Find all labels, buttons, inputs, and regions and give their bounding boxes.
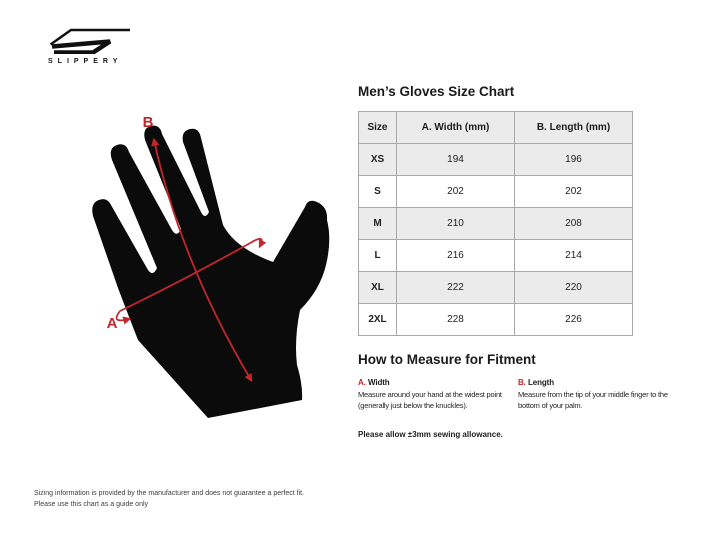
table-row [359,176,633,208]
length-cell: 196 [515,144,633,176]
measure-key-b: B. [518,378,526,387]
glove-measurement-diagram [60,100,340,440]
measure-item-width [358,378,508,412]
width-cell: 228 [397,304,515,336]
col-header-size: Size [359,112,397,144]
brand-logo [48,28,138,65]
disclaimer-line1: Sizing information is provided by the manufacturer and does not guarantee a perfect fit. [34,490,305,497]
length-cell: 226 [515,304,633,336]
table-row [359,144,633,176]
size-chart-title: Men’s Gloves Size Chart [358,84,515,99]
width-cell: 222 [397,272,515,304]
label-b: B [142,114,154,131]
table-row [359,304,633,336]
size-cell: XS [359,144,397,176]
brand-name: SLIPPERY [48,58,123,65]
size-table [358,111,633,336]
disclaimer-line2: Please use this chart as a guide only [34,500,149,508]
hand-shape [92,126,329,418]
width-cell: 194 [397,144,515,176]
measure-desc-width: Measure around your hand at the widest point (generally just below the knuckles). [358,390,502,410]
table-row [359,272,633,304]
length-cell: 202 [515,176,633,208]
disclaimer [34,489,304,510]
measure-key-a: A. [358,378,366,387]
width-cell: 216 [397,240,515,272]
width-arrow-tail [117,311,129,320]
slippery-logo-icon [48,28,131,54]
width-cell: 202 [397,176,515,208]
sewing-allowance-note: Please allow ±3mm sewing allowance. [358,430,503,439]
width-cell: 210 [397,208,515,240]
col-header-width: A. Width (mm) [397,112,515,144]
measure-name-width: Width [367,378,390,387]
measure-label-length [518,378,686,387]
size-cell: S [359,176,397,208]
measure-item-length [518,378,686,412]
length-cell: 214 [515,240,633,272]
measure-label-width [358,378,508,387]
hand-silhouette-icon [60,100,340,440]
measure-desc-length: Measure from the tip of your middle finger to the bottom of your palm. [518,390,668,410]
size-cell: M [359,208,397,240]
length-cell: 220 [515,272,633,304]
measure-instructions [358,378,686,412]
size-cell: L [359,240,397,272]
measure-section-title: How to Measure for Fitment [358,352,536,367]
measure-name-length: Length [527,378,554,387]
label-a: A [106,315,118,332]
size-cell: XL [359,272,397,304]
length-cell: 208 [515,208,633,240]
table-row [359,208,633,240]
table-row [359,240,633,272]
table-header-row [359,112,633,144]
size-cell: 2XL [359,304,397,336]
col-header-length: B. Length (mm) [515,112,633,144]
